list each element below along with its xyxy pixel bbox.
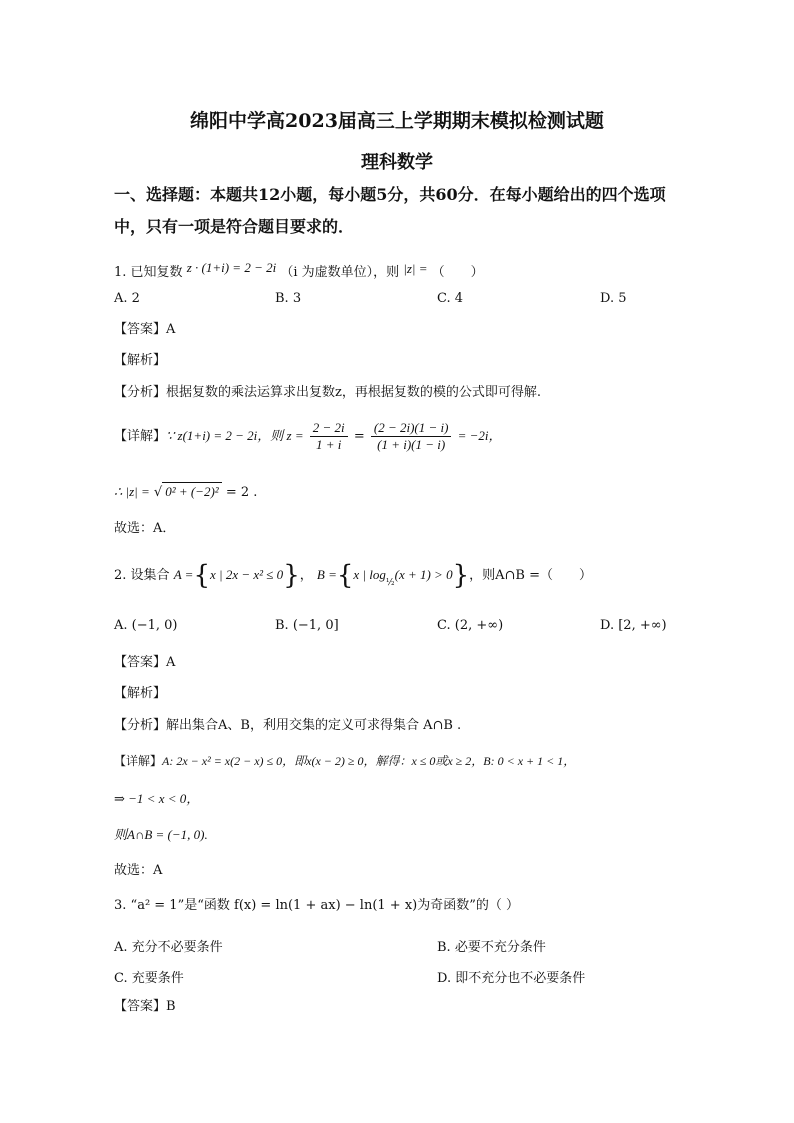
q2-answer [114, 654, 175, 672]
q3-option-d: D. 即不充分也不必要条件 [437, 971, 586, 986]
q2-detail-2 [114, 790, 199, 809]
answer-tag: 【答案】 [114, 322, 167, 337]
q3-option-b: B. 必要不充分条件 [437, 940, 546, 955]
q2-option-b: B. (−1, 0] [275, 618, 339, 633]
q2-setB-body: (x + 1) > 0 [394, 567, 453, 582]
left-brace-icon: { [193, 560, 210, 591]
right-brace-icon: } [283, 560, 300, 591]
q1-option-c: C. 4 [437, 291, 464, 306]
q3-stem [114, 897, 519, 915]
q1-detail-pre: ∵ z(1+i) = 2 − 2i，则 z = [166, 428, 304, 443]
q2-number: 2. [114, 568, 131, 583]
q2-option-c: C. (2, +∞) [437, 618, 504, 633]
q2-choose [114, 862, 162, 880]
q1-pre: 已知复数 [130, 265, 183, 280]
q2-detail [114, 752, 575, 770]
q1-fraction-1 [310, 420, 348, 453]
q3-option-c: C. 充要条件 [114, 971, 184, 986]
q1-choose-value: A． [153, 521, 176, 536]
q1-choose [114, 520, 175, 538]
fenxi-tag: 【分析】 [114, 385, 167, 400]
q1-abs-z: |z| = [403, 261, 428, 276]
q1-fenxi [114, 384, 541, 402]
q2-fenxi [114, 717, 461, 735]
q1-analysis-tag: 【解析】 [114, 353, 167, 368]
q2-stem [114, 562, 592, 596]
q3-answer [114, 998, 176, 1016]
q1-equation: z · (1+i) = 2 − 2i [186, 260, 277, 275]
q1-eq-sign: = [353, 429, 365, 444]
q1-stem [114, 259, 484, 282]
doc-title: 绵阳中学高2023届高三上学期期末模拟检测试题 [190, 110, 604, 132]
q2-answer-value: A [166, 655, 176, 670]
q1-frac1-den: 1 + i [316, 437, 342, 452]
q1-number: 1. [114, 265, 131, 280]
q2-choose-value: A [153, 863, 163, 878]
sqrt-icon: √ [153, 485, 163, 500]
choose-label: 故选： [114, 521, 154, 536]
right-brace-icon: } [452, 560, 470, 591]
q1-option-a: A. 2 [114, 291, 140, 306]
q2-setA-name: A = [173, 567, 194, 582]
q1-fraction-2 [371, 420, 452, 453]
q1-answer [114, 321, 175, 339]
q3-answer-value: B [166, 999, 176, 1014]
q1-note: （i 为虚数单位），则 [280, 265, 400, 280]
choose-label: 故选： [114, 863, 154, 878]
q1-frac2-den: (1 + i)(1 − i) [377, 437, 446, 452]
section-heading-line1: 一、选择题：本题共12小题，每小题5分，共60分．在每小题给出的四个选项 [114, 185, 666, 204]
q1-frac2-num: (2 − 2i)(1 − i) [371, 420, 452, 437]
q2-post: ，则A∩B =（ ） [469, 568, 592, 583]
q2-setB-x: x | log [353, 567, 386, 582]
answer-tag: 【答案】 [114, 999, 167, 1014]
q2-detail-1: A: 2x − x² = x(2 − x) ≤ 0，即x(x − 2) ≥ 0，解得：x ≤ 0或x ≥ 2，B: 0 < x + 1 < 1， [162, 754, 576, 768]
answer-tag: 【答案】 [114, 655, 167, 670]
q2-option-d: D. [2, +∞) [600, 618, 667, 633]
q2-analysis-tag: 【解析】 [114, 686, 167, 701]
q1-mod-radicand: 0² + (−2)² [162, 482, 222, 501]
q2-pre: 设集合 [130, 568, 170, 583]
q2-setB-name: B = [316, 567, 337, 582]
q3-option-a: A. 充分不必要条件 [114, 940, 223, 955]
q2-detail-3 [114, 826, 208, 845]
fenxi-tag: 【分析】 [114, 718, 167, 733]
q1-option-d: D. 5 [600, 291, 627, 306]
q2-fenxi-text: 解出集合A、B，利用交集的定义可求得集合 A∩B . [166, 718, 462, 733]
q1-detail-post: = −2i， [457, 428, 502, 443]
q1-mod-pre: ∴ |z| = [114, 484, 150, 499]
section-heading-line2: 中，只有一项是符合题目要求的． [114, 217, 355, 236]
left-brace-icon: { [336, 560, 354, 591]
q1-answer-value: A [166, 322, 176, 337]
q1-paren: （ ） [431, 265, 484, 280]
q2-detail-2-text: ⇒ −1 < x < 0， [114, 791, 200, 806]
q2-setA-body: x | 2x − x² ≤ 0 [209, 567, 284, 582]
q1-modulus-line [114, 482, 257, 502]
q1-mod-post: = 2 . [225, 485, 258, 500]
q1-frac1-num: 2 − 2i [310, 420, 348, 437]
q1-detail [114, 418, 502, 455]
detail-tag: 【详解】 [114, 754, 163, 768]
detail-tag: 【详解】 [114, 429, 167, 444]
q1-option-b: B. 3 [275, 291, 302, 306]
q3-number: 3. [114, 898, 131, 913]
q1-fenxi-text: 根据复数的乘法运算求出复数z，再根据复数的模的公式即可得解. [166, 385, 541, 400]
q2-log-base: ½ [385, 578, 395, 588]
q2-option-a: A. (−1, 0) [114, 618, 178, 633]
q2-detail-3-text: 则A∩B = (−1, 0). [114, 827, 208, 842]
q2-comma: ， [299, 568, 313, 583]
doc-subtitle: 理科数学 [361, 152, 433, 173]
q3-text: “a² = 1”是“函数 f(x) = ln(1 + ax) − ln(1 + x)为奇函数”的（ ） [130, 898, 520, 913]
